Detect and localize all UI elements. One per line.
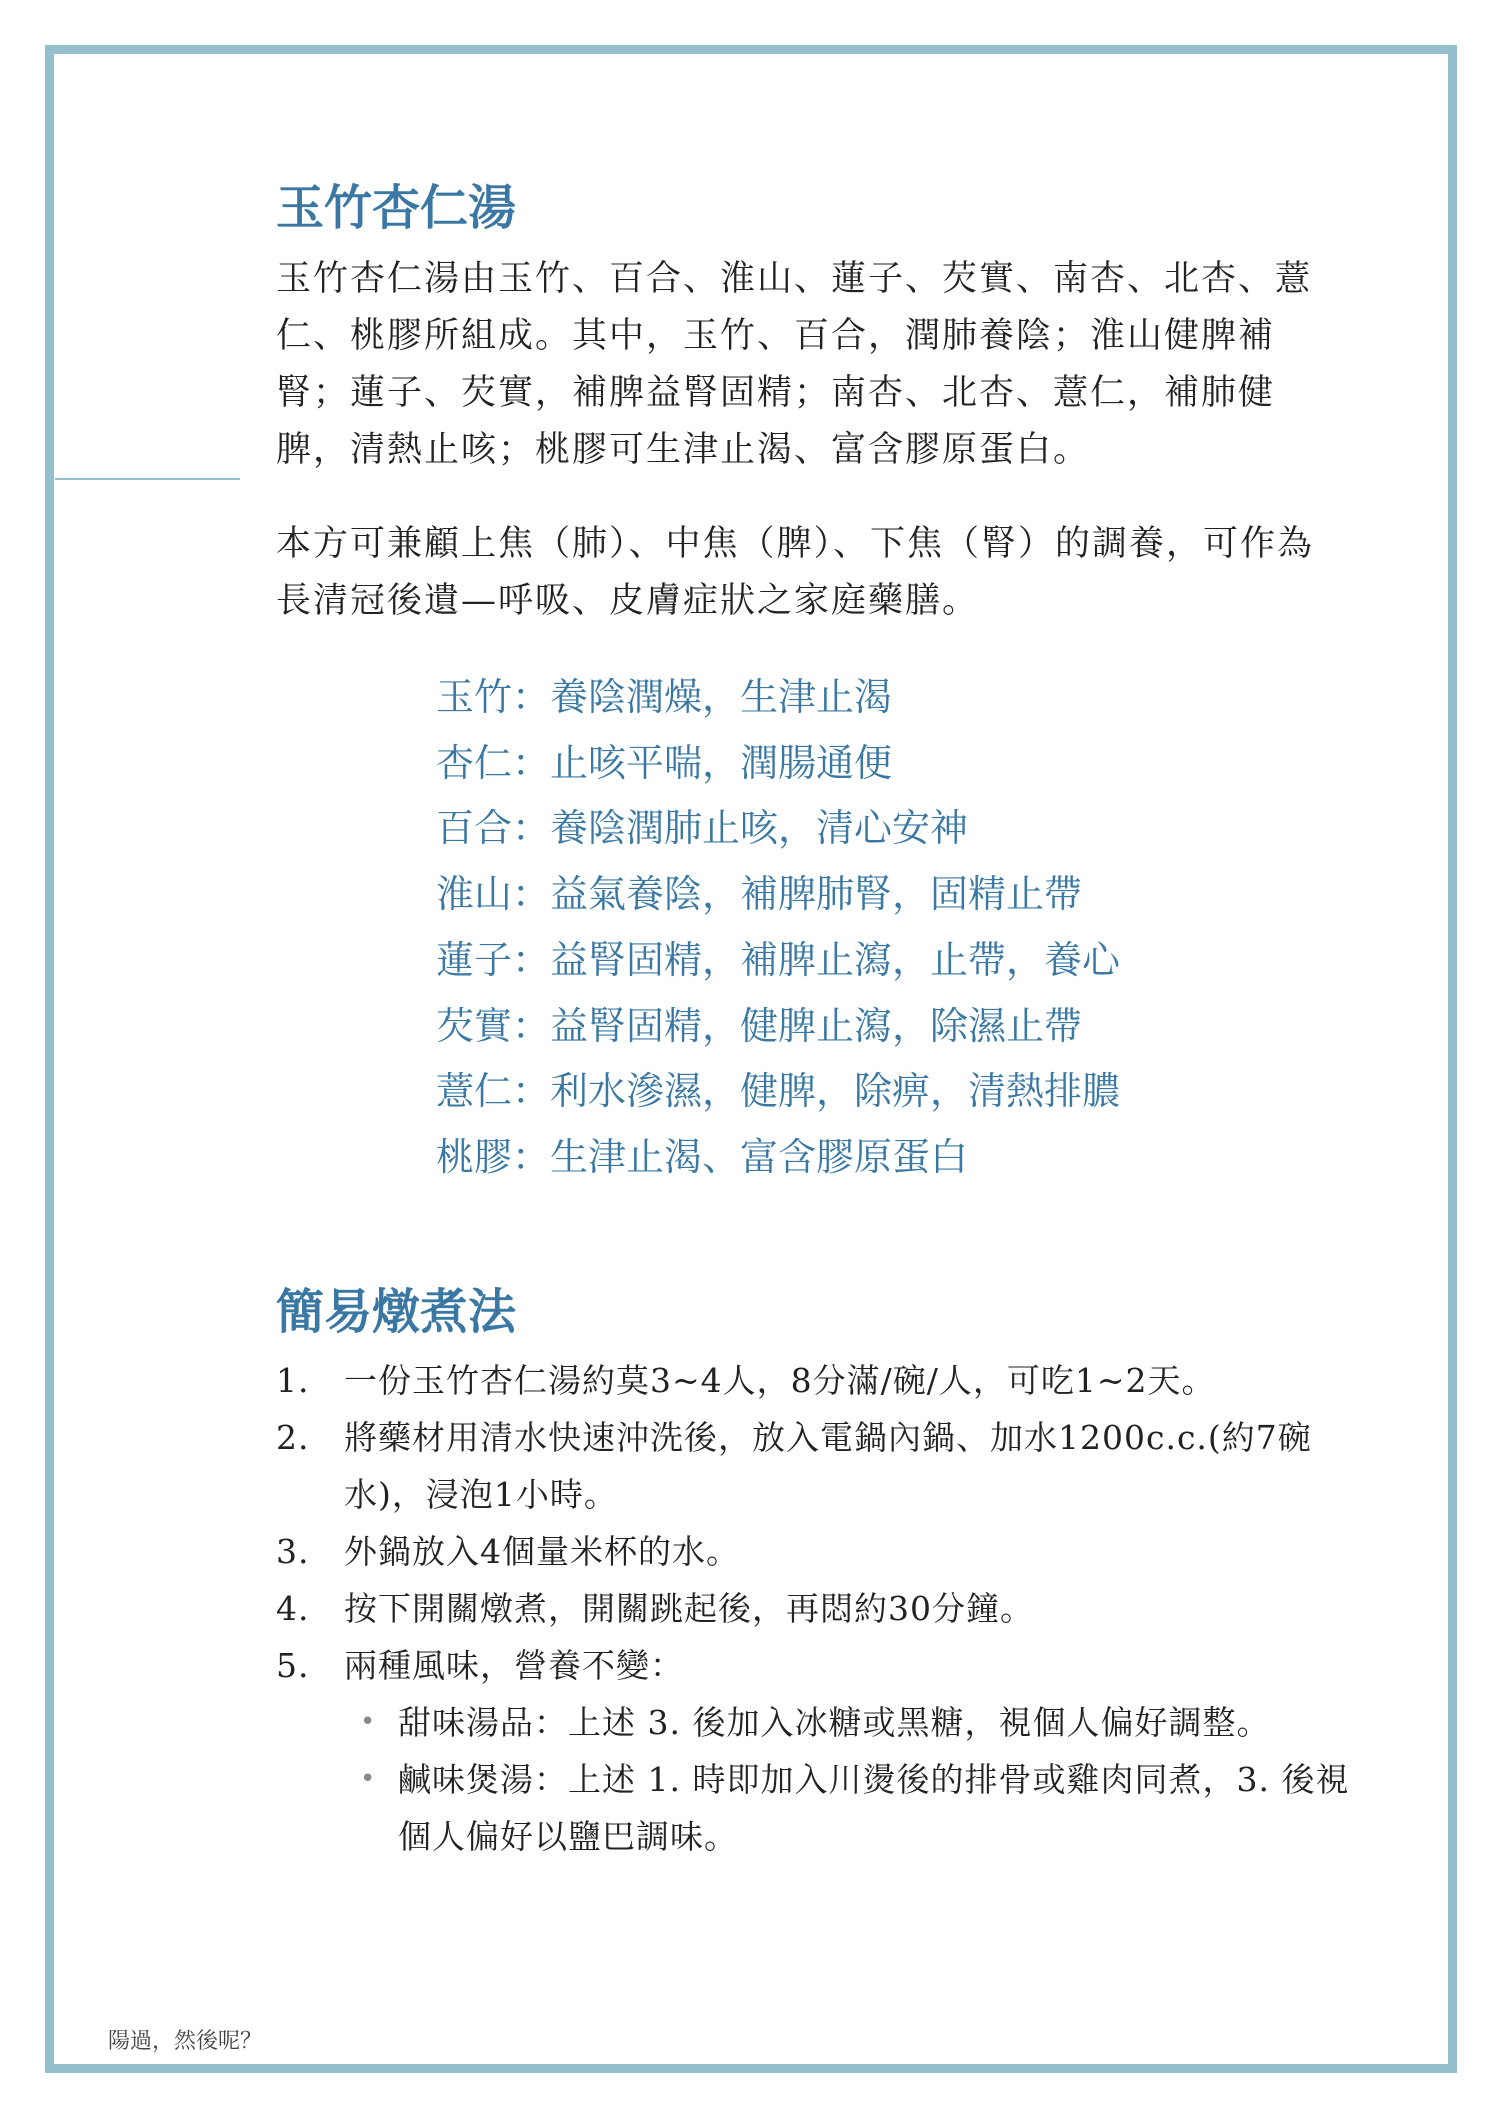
step-item xyxy=(276,1409,1366,1523)
step-number: 2. xyxy=(276,1418,310,1457)
side-rule-divider xyxy=(55,478,240,480)
method-steps-list xyxy=(276,1352,1366,1865)
herb-item: 芡實：益腎固精，健脾止瀉，除濕止帶 xyxy=(436,1003,1083,1048)
bullet-icon: • xyxy=(360,1707,377,1737)
bullet-icon: • xyxy=(360,1764,377,1794)
step-text: 將藥材用清水快速沖洗後，放入電鍋內鍋、加水1200c.c.(約7碗水)，浸泡1小時。 xyxy=(344,1418,1312,1514)
step-item xyxy=(276,1523,1366,1580)
soup-intro-paragraph: 玉竹杏仁湯由玉竹、百合、淮山、蓮子、芡實、南杏、北杏、薏仁、桃膠所組成。其中，玉竹、百合，潤肺養陰；淮山健脾補腎；蓮子、芡實，補脾益腎固精；南杏、北杏、薏仁，補肺健脾，清熱止咳；桃膠可生津止渴、富含膠原蛋白。 xyxy=(276,259,1313,470)
step-number: 1. xyxy=(276,1361,310,1400)
flavor-variant-text: 鹹味煲湯：上述 1. 時即加入川燙後的排骨或雞肉同煮，3. 後視個人偏好以鹽巴調味。 xyxy=(398,1760,1350,1856)
soup-note-paragraph: 本方可兼顧上焦（肺）、中焦（脾）、下焦（腎）的調養，可作為長清冠後遺—呼吸、皮膚症狀之家庭藥膳。 xyxy=(276,524,1315,621)
step-text: 按下開關燉煮，開關跳起後，再悶約30分鐘。 xyxy=(344,1589,1034,1628)
flavor-variant-item xyxy=(344,1694,1366,1751)
section-title-method: 簡易燉煮法 xyxy=(276,1284,517,1340)
herb-item: 薏仁：利水滲濕，健脾，除痹，清熱排膿 xyxy=(436,1069,1121,1114)
herb-item: 桃膠：生津止渴、富含膠原蛋白 xyxy=(436,1134,969,1179)
step-number: 4. xyxy=(276,1589,310,1628)
herb-item: 百合：養陰潤肺止咳，清心安神 xyxy=(436,806,969,851)
herb-item: 玉竹：養陰潤燥，生津止渴 xyxy=(436,675,893,719)
step-number: 5. xyxy=(276,1646,310,1685)
herb-item: 杏仁：止咳平喘，潤腸通便 xyxy=(436,740,893,785)
step-text: 外鍋放入4個量米杯的水。 xyxy=(344,1532,740,1571)
step-text: 兩種風味，營養不變： xyxy=(344,1646,684,1685)
step-item xyxy=(276,1580,1366,1637)
step-item xyxy=(276,1637,1366,1865)
page-footer: 陽過，然後呢？ xyxy=(108,2029,263,2054)
step-item xyxy=(276,1352,1366,1409)
herb-list xyxy=(436,665,1120,1191)
flavor-variant-list xyxy=(344,1694,1366,1865)
herb-item: 蓮子：益腎固精，補脾止瀉，止帶，養心 xyxy=(436,937,1121,982)
flavor-variant-item xyxy=(344,1751,1366,1865)
herb-item: 淮山：益氣養陰，補脾肺腎，固精止帶 xyxy=(436,872,1083,917)
section-title-soup: 玉竹杏仁湯 xyxy=(276,180,517,236)
step-number: 3. xyxy=(276,1532,310,1571)
step-text: 一份玉竹杏仁湯約莫3~4人，8分滿/碗/人，可吃1~2天。 xyxy=(344,1361,1216,1400)
flavor-variant-text: 甜味湯品：上述 3. 後加入冰糖或黑糖，視個人偏好調整。 xyxy=(398,1703,1271,1742)
